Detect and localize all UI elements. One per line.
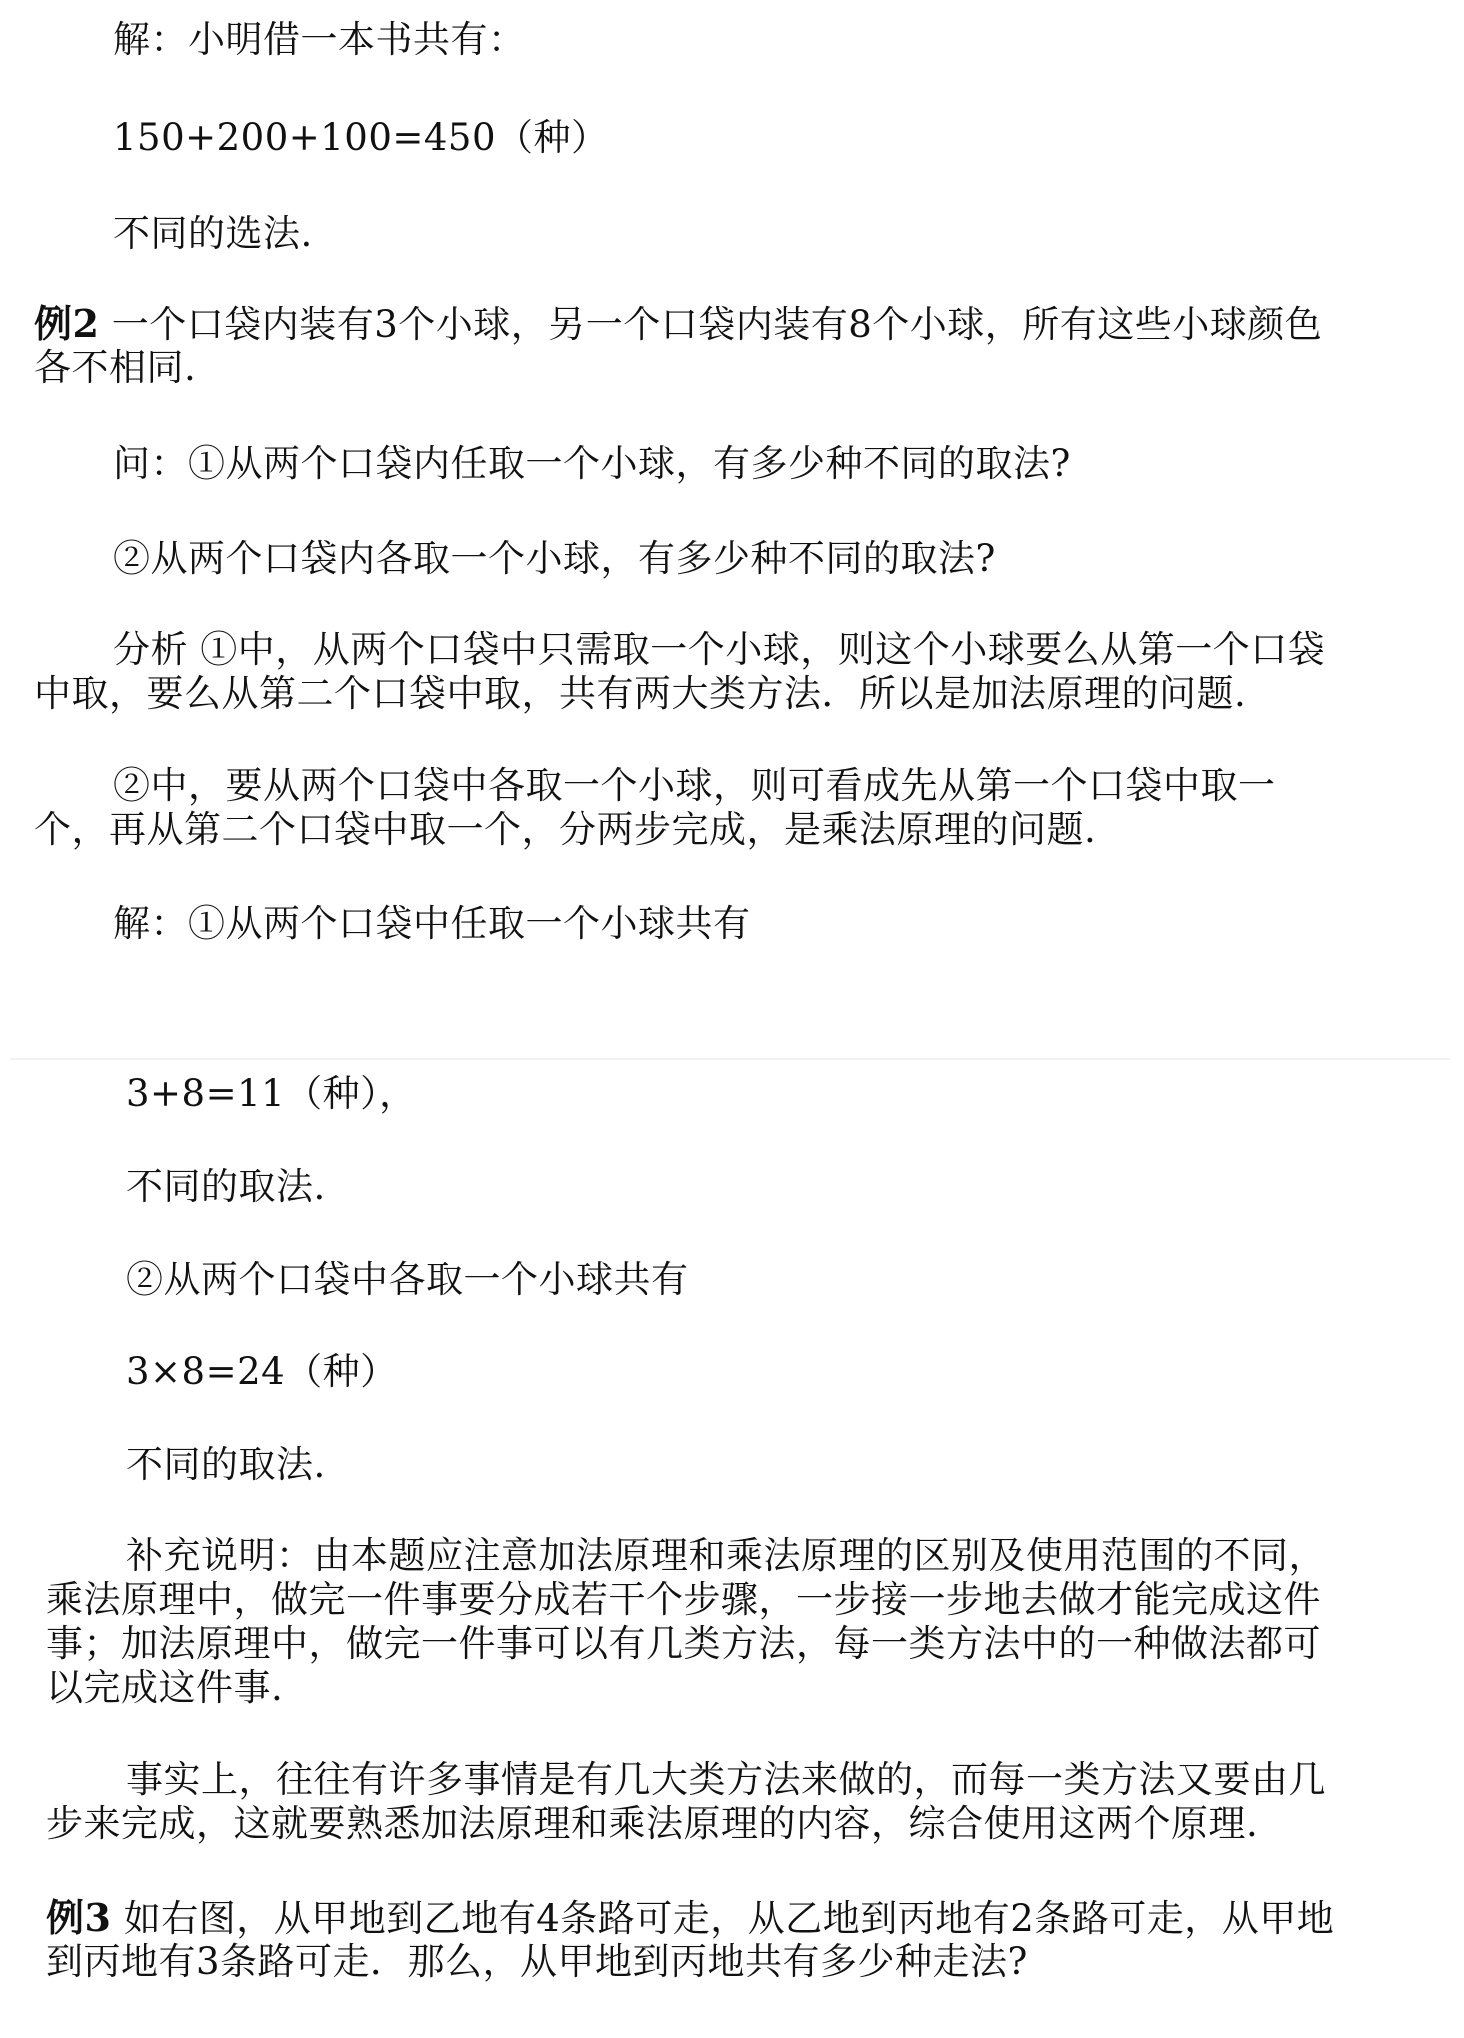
- solution-formula: 150+200+100=450（种）: [113, 116, 609, 159]
- solution-intro: 解：小明借一本书共有：: [113, 18, 526, 61]
- supplement-line-4: 以完成这件事.: [46, 1666, 284, 1709]
- solution-2-conclusion: 不同的取法.: [126, 1443, 326, 1486]
- example-3-line-2: 到丙地有3条路可走．那么，从甲地到丙地共有多少种走法?: [46, 1940, 1028, 1983]
- solution-2-formula: 3×8=24（种）: [126, 1350, 398, 1393]
- supplement-line-1: 补充说明：由本题应注意加法原理和乘法原理的区别及使用范围的不同，: [126, 1534, 1326, 1577]
- fact-line-2: 步来完成，这就要熟悉加法原理和乘法原理的内容，综合使用这两个原理.: [46, 1802, 1259, 1845]
- supplement-line-3: 事；加法原理中，做完一件事可以有几类方法，每一类方法中的一种做法都可: [46, 1622, 1321, 1665]
- section-divider: [10, 1058, 1450, 1060]
- solution-1-intro: 解：①从两个口袋中任取一个小球共有: [113, 902, 751, 945]
- supplement-line-2: 乘法原理中，做完一件事要分成若干个步骤，一步接一步地去做才能完成这件: [46, 1578, 1321, 1621]
- example-2-label: 例2: [34, 301, 100, 346]
- question-1: 问：①从两个口袋内任取一个小球，有多少种不同的取法?: [113, 442, 1071, 485]
- example-3-label: 例3: [46, 1895, 112, 1940]
- example-3-line-1: [46, 1896, 1334, 1941]
- solution-2-intro: ②从两个口袋中各取一个小球共有: [126, 1258, 689, 1301]
- example-3-text: 如右图，从甲地到乙地有4条路可走，从乙地到丙地有2条路可走，从甲地: [123, 1897, 1335, 1940]
- analysis-1-line-2: 中取，要么从第二个口袋中取，共有两大类方法．所以是加法原理的问题.: [34, 672, 1247, 715]
- solution-conclusion: 不同的选法.: [113, 212, 313, 255]
- solution-1-formula: 3+8=11（种），: [126, 1072, 417, 1115]
- solution-1-conclusion: 不同的取法.: [126, 1165, 326, 1208]
- example-2-text: 一个口袋内装有3个小球，另一个口袋内装有8个小球，所有这些小球颜色: [111, 303, 1323, 346]
- fact-line-1: 事实上，往往有许多事情是有几大类方法来做的，而每一类方法又要由几: [126, 1758, 1326, 1801]
- analysis-2-line-2: 个，再从第二个口袋中取一个，分两步完成，是乘法原理的问题.: [34, 808, 1097, 851]
- analysis-1-line-1: 分析 ①中，从两个口袋中只需取一个小球，则这个小球要么从第一个口袋: [113, 628, 1326, 671]
- analysis-2-line-1: ②中，要从两个口袋中各取一个小球，则可看成先从第一个口袋中取一: [113, 764, 1276, 807]
- question-2: ②从两个口袋内各取一个小球，有多少种不同的取法?: [113, 537, 996, 580]
- example-2-line-1: [34, 302, 1322, 347]
- example-2-line-2: 各不相同.: [34, 346, 197, 389]
